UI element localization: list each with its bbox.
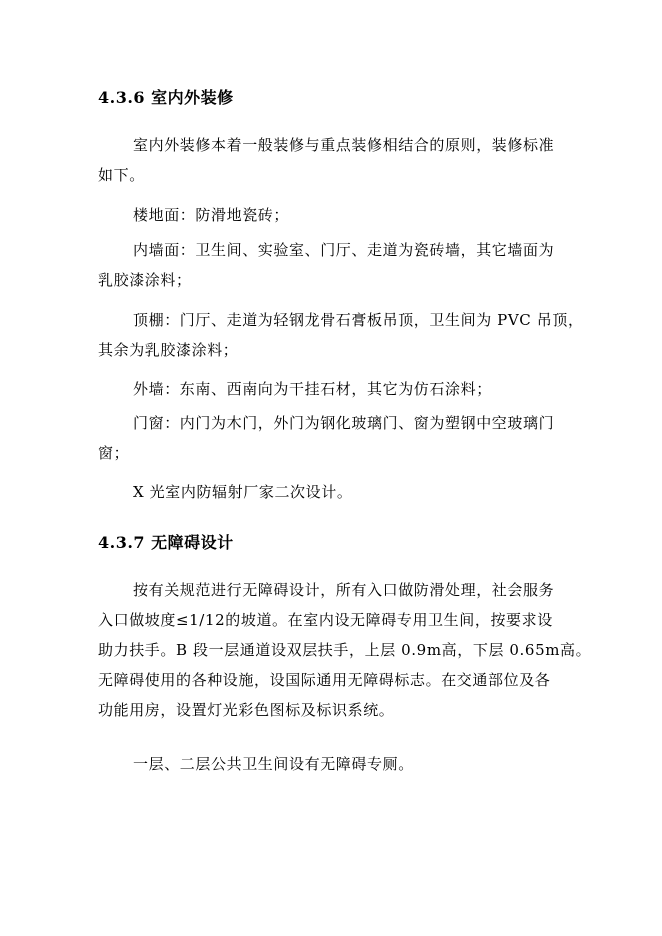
text-line: 内墙面：卫生间、实验室、门厅、走道为瓷砖墙，其它墙面为 <box>133 241 555 259</box>
section-heading-4-3-7: 4.3.7 无障碍设计 <box>98 533 234 552</box>
text-line: 其余为乳胶漆涂料； <box>98 341 239 359</box>
paragraph-xray-room <box>98 477 560 507</box>
text-line: 室内外装修本着一般装修与重点装修相结合的原则，装修标准 <box>133 136 555 154</box>
paragraph-accessibility-design <box>98 575 592 725</box>
text-line: 外墙：东南、西南向为干挂石材，其它为仿石涂料； <box>133 380 492 398</box>
paragraph-exterior-wall <box>98 374 560 404</box>
text-line: X 光室内防辐射厂家二次设计。 <box>133 483 353 501</box>
text-line: 功能用房，设置灯光彩色图标及标识系统。 <box>98 701 395 719</box>
text-line: 窗； <box>98 444 130 462</box>
text-line: 一层、二层公共卫生间设有无障碍专厕。 <box>133 755 414 773</box>
text-line: 门窗：内门为木门，外门为钢化玻璃门、窗为塑钢中空玻璃门 <box>133 414 555 432</box>
text-line: 乳胶漆涂料； <box>98 271 192 289</box>
paragraph-accessible-toilet <box>98 749 560 779</box>
text-line: 楼地面：防滑地瓷砖； <box>133 206 290 224</box>
text-line: 无障碍使用的各种设施，设国际通用无障碍标志。在交通部位及各 <box>98 671 551 689</box>
text-line: 助力扶手。B 段一层通道设双层扶手，上层 0.9m高，下层 0.65m高。 <box>98 641 592 659</box>
paragraph-floor <box>98 200 560 230</box>
text-line: 顶棚：门厅、走道为轻钢龙骨石膏板吊顶，卫生间为 PVC 吊顶， <box>133 311 584 329</box>
paragraph-decoration-principle <box>98 130 560 190</box>
paragraph-interior-wall <box>98 235 560 295</box>
paragraph-doors-windows <box>98 408 560 468</box>
section-heading-4-3-6: 4.3.6 室内外装修 <box>98 88 234 107</box>
text-line: 入口做坡度≤1/12的坡道。在室内设无障碍专用卫生间，按要求设 <box>98 611 553 629</box>
text-line: 按有关规范进行无障碍设计，所有入口做防滑处理，社会服务 <box>133 581 555 599</box>
text-line: 如下。 <box>98 166 145 184</box>
paragraph-ceiling <box>98 305 584 365</box>
